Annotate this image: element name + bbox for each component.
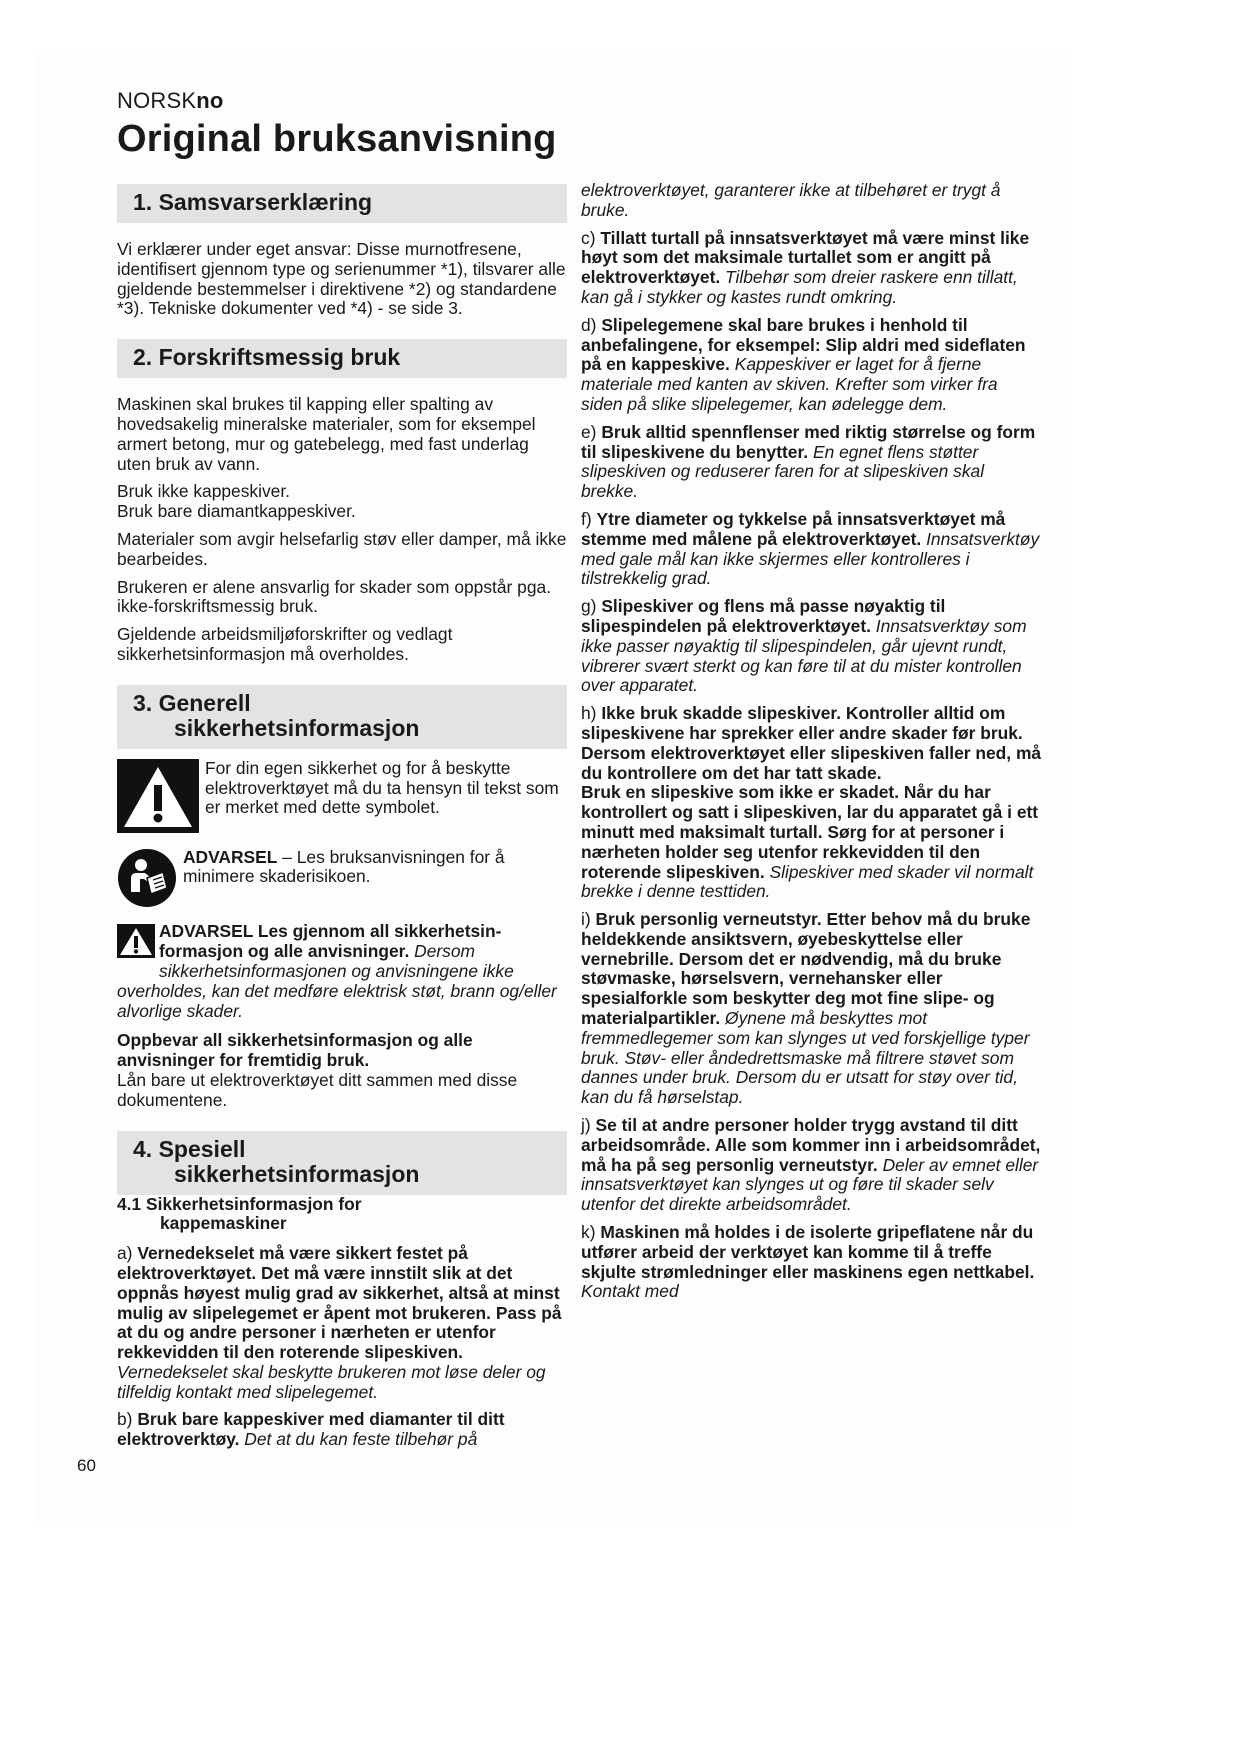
item-f: f) Ytre diameter og tykkelse på innsatsverktøyet må stemme med målene på elektroverktøyet. Innsatsverktøy med gale mål kan ikke skjermes eller kontrolleres i tilstrekkelig grad. xyxy=(581,508,1040,589)
language-code: no xyxy=(196,88,224,113)
section-heading-1: 1. Samsvarserklæring xyxy=(117,184,567,223)
language-label: NORSKno xyxy=(117,88,224,113)
general-warning: ADVARSEL Les gjennom all sikkerhetsin-formasjon og alle anvisninger. Dersom sikkerhetsinformasjonen og anvisningene ikke overholdes, kan det medføre elektrisk støt, brann og/eller alvorlige skader. xyxy=(117,921,557,1021)
left-column xyxy=(117,184,567,1458)
warning-small-icon xyxy=(117,924,155,963)
item-e: e) Bruk alltid spennflenser med riktig størrelse og form til slipeskivene du benytter. En egnet flens støtter slipeskiven og reduserer faren for at slipeskiven skal brekke. xyxy=(581,421,1036,502)
item-b: b) Bruk bare kappeskiver med diamanter til ditt elektroverktøy. Det at du kan feste tilbehør på xyxy=(117,1409,505,1450)
item-a: a) Vernedekselet må være sikkert festet på elektroverktøyet. Det må være innstilt slik at det oppnås høyest mulig grad av sikkerhet, altså at minst mulig av slipelegemet er åpent mot brukeren. Pass på at du og andre personer i nærheten er utenfor rekkevidden til den roterende slipeskiven. Vernedekselet skal beskytte brukeren mot løse deler og tilfeldig kontakt med slipelegemet. xyxy=(117,1243,562,1402)
keep-instructions: Oppbevar all sikkerhetsinformasjon og alle anvisninger for fremtidig bruk. Lån bare ut elektroverktøyet ditt sammen med disse dokumentene. xyxy=(117,1030,518,1110)
intended-use-text: Maskinen skal brukes til kapping eller spalting av hovedsakelig mineralske materialer, som for eksempel armert betong, mur og gatebelegg, med fast underlag uten bruk av vann. xyxy=(117,394,536,474)
read-manual-icon xyxy=(117,848,177,913)
warning-triangle-icon xyxy=(117,759,199,838)
page-title: Original bruksanvisning xyxy=(117,118,557,160)
item-h: h) Ikke bruk skadde slipeskiver. Kontroller alltid om slipeskivene har sprekker eller andre skader før bruk. Dersom elektroverktøyet eller slipeskiven faller ned, må du kontrollere om det har tatt skade. Bruk en slipeskive som ikke er skadet. Når du har kontrollert og satt i slipeskiven, lar du apparatet gå i ett minutt med maksimalt turtall. Sørg for at personer i nærheten holder seg utenfor rekkevidden til den roterende slipeskiven. Slipeskiver med skader vil normalt brekke i denne testtiden. xyxy=(581,703,1042,902)
section-heading-3: 3. Generell sikkerhetsinformasjon xyxy=(117,685,567,749)
right-column xyxy=(581,181,1043,1310)
section-heading-2: 2. Forskriftsmessig bruk xyxy=(117,339,567,378)
item-d: d) Slipelegemene skal bare brukes i henhold til anbefalingene, for eksempel: Slip aldri med sideflaten på en kappeskive. Kappeskiver er laget for å fjerne materiale med kanten av skiven. Krefter som virker fra siden på slike slipelegemer, kan ødelegge dem. xyxy=(581,314,1026,414)
item-i: i) Bruk personlig verneutstyr. Etter behov må du bruke heldekkende ansiktsvern, øyebeskyttelse eller vernebrille. Dersom det er nødvendig, må du bruke støvmaske, hørselsvern, vernehansker eller spesialforkle som beskytter deg mot fine slipe- og materialpartikler. Øynene må beskyttes mot fremmedlegemer som kan slynges ut ved forskjellige typer bruk. Støv- eller åndedrettsmaske må filtrere støvet som dannes under bruk. Dersom du er utsatt for støy over tid, kan du få hørselstap. xyxy=(581,909,1031,1108)
section-heading-4: 4. Spesiell sikkerhetsinformasjon xyxy=(117,1131,567,1195)
page-number: 60 xyxy=(77,1456,96,1475)
liability-note: Brukeren er alene ansvarlig for skader som oppstår pga. ikke-forskriftsmessig bruk. xyxy=(117,576,552,617)
item-b-continued: elektroverktøyet, garanterer ikke at tilbehøret er trygt å bruke. xyxy=(581,180,1001,220)
item-k: k) Maskinen må holdes i de isolerte gripeflatene når du utfører arbeid der verktøyet kan komme til å treffe skjulte strømledninger eller maskinens egen nettkabel. Kontakt med xyxy=(581,1222,1035,1302)
item-c: c) Tillatt turtall på innsatsverktøyet må være minst like høyt som det maksimale turtallet som er angitt på elektroverktøyet. Tilbehør som dreier raskere enn tillatt, kan gå i stykker og kastes rundt omkring. xyxy=(581,227,1030,307)
dust-note: Materialer som avgir helsefarlig støv eller damper, må ikke bearbeides. xyxy=(117,528,567,569)
declaration-text: Vi erklærer under eget ansvar: Disse murnotfresene, identifisert gjennom type og serienummer *1), tilsvarer alle gjeldende bestemmelser i direktivene *2) og standardene *3). Tekniske dokumenter ved *4) - se side 3. xyxy=(117,239,566,319)
cutting-discs-note: Bruk ikke kappeskiver. Bruk bare diamantkappeskiver. xyxy=(117,481,356,522)
item-g: g) Slipeskiver og flens må passe nøyaktig til slipespindelen på elektroverktøyet. Innsatsverktøy som ikke passer nøyaktig til slipespindelen, går ujevnt rundt, vibrerer svært sterkt og kan føre til at du mister kontrollen over apparatet. xyxy=(581,596,1027,696)
safety-symbol-note: For din egen sikkerhet og for å beskytte elektroverktøyet må du ta hensyn til tekst som er merket med dette symbolet. xyxy=(117,759,567,838)
item-j: j) Se til at andre personer holder trygg avstand til ditt arbeidsområde. Alle som kommer inn i arbeidsområdet, må ha på seg personlig verneutstyr. Deler av emnet eller innsatsverktøyet kan slynges ut og føre til skader selv utenfor det direkte arbeidsområdet. xyxy=(581,1115,1041,1215)
regulations-note: Gjeldende arbeidsmiljøforskrifter og vedlagt sikkerhetsinformasjon må overholdes. xyxy=(117,624,453,664)
read-manual-warning: ADVARSEL – Les bruksanvisningen for å minimere skaderisikoen. xyxy=(117,848,567,913)
subsection-heading-4-1: 4.1 Sikkerhetsinformasjon for kappemaskiner xyxy=(117,1193,362,1234)
